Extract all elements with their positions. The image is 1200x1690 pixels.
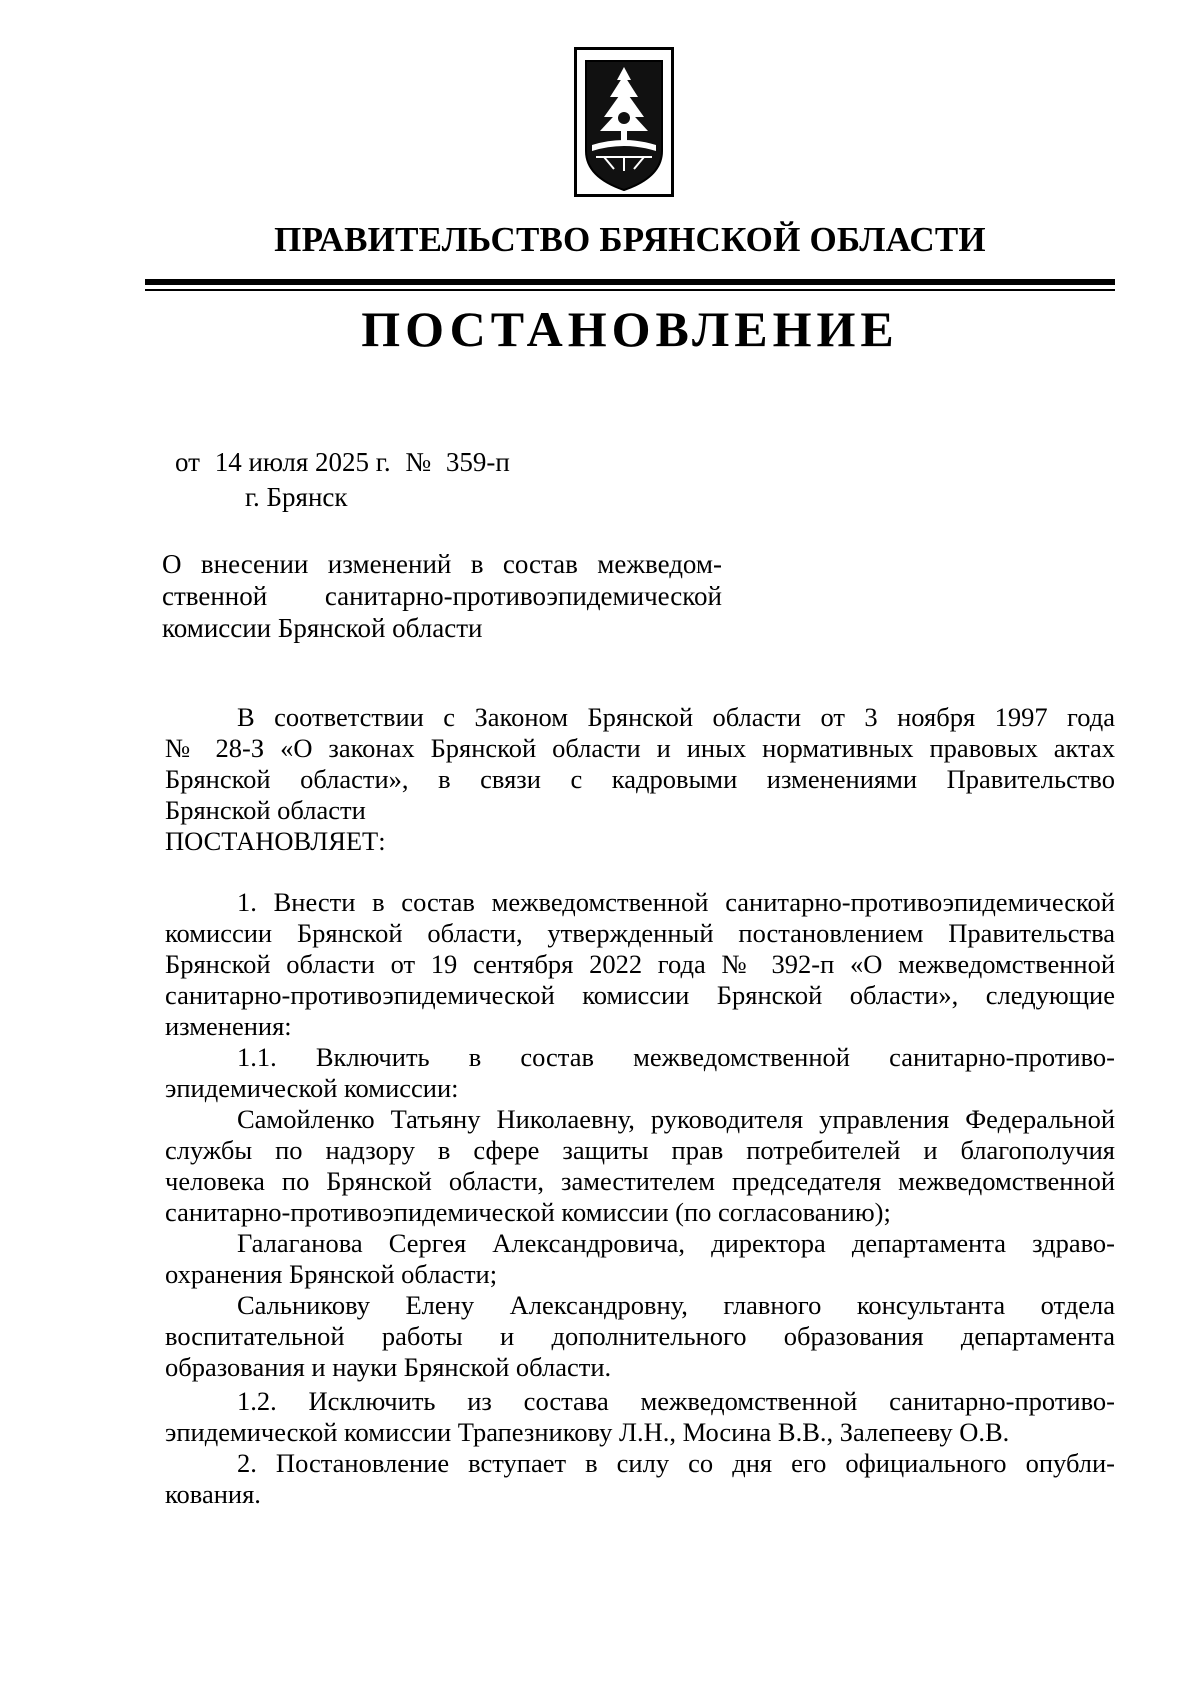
body-line: Галаганова Сергея Александровича, директора департамента здраво- <box>237 1228 1115 1258</box>
document-date-number <box>175 447 518 478</box>
body-line: № 28-З «О законах Брянской области и иных нормативных правовых актах <box>165 733 1115 763</box>
body-line: человека по Брянской области, заместителем председателя межведомственной <box>165 1166 1115 1196</box>
item-1-2-paragraph <box>165 1386 1115 1448</box>
body-line: изменения: <box>165 1011 292 1041</box>
body-line: Самойленко Татьяну Николаевну, руководителя управления Федеральной <box>237 1104 1115 1134</box>
person-2-paragraph <box>165 1228 1115 1290</box>
body-line: Брянской области <box>165 795 366 825</box>
body-line: эпидемической комиссии Трапезникову Л.Н., Мосина В.В., Залепееву О.В. <box>165 1417 1010 1447</box>
body-line: 1. Внести в состав межведомственной санитарно-противоэпидемической <box>237 887 1115 917</box>
body-line: 2. Постановление вступает в силу со дня его официального опубли- <box>237 1448 1115 1478</box>
number-sign: № <box>405 447 432 477</box>
document-type-title: ПОСТАНОВЛЕНИЕ <box>361 301 899 357</box>
organization-name: ПРАВИТЕЛЬСТВО БРЯНСКОЙ ОБЛАСТИ <box>274 220 986 259</box>
preamble-paragraph <box>165 702 1115 857</box>
body-line: Брянской области», в связи с кадровыми изменениями Правительство <box>165 764 1115 794</box>
item-1-1-paragraph <box>165 1042 1115 1104</box>
resolves-heading: ПОСТАНОВЛЯЕТ: <box>165 826 386 856</box>
body-line: 1.1. Включить в состав межведомственной санитарно-противо- <box>237 1042 1115 1072</box>
document-number: 359-п <box>445 447 510 477</box>
person-3-paragraph <box>165 1290 1115 1383</box>
body-line: кования. <box>165 1479 261 1509</box>
body-line: В соответствии с Законом Брянской области от 3 ноября 1997 года <box>237 702 1115 732</box>
document-date: 14 июля 2025 г. <box>214 447 391 477</box>
person-1-paragraph <box>165 1104 1115 1228</box>
body-line: санитарно-противоэпидемической комиссии Брянской области», следующие <box>165 980 1115 1010</box>
header-rule-thin <box>145 289 1115 291</box>
body-line: санитарно-противоэпидемической комиссии (по согласованию); <box>165 1197 891 1227</box>
body-line: Брянской области от 19 сентября 2022 года № 392-п «О межведомственной <box>165 949 1115 979</box>
body-line: эпидемической комиссии: <box>165 1073 459 1103</box>
document-body <box>165 702 1115 1510</box>
header-rule-thick <box>145 279 1115 285</box>
body-line: службы по надзору в сфере защиты прав потребителей и благополучия <box>165 1135 1115 1165</box>
coat-of-arms-icon <box>574 47 674 197</box>
document-subject <box>162 548 722 644</box>
body-line: охранения Брянской области; <box>165 1259 498 1289</box>
subject-line: О внесении изменений в состав межведом- <box>162 549 722 579</box>
item-1-paragraph <box>165 887 1115 1042</box>
document-city: г. Брянск <box>245 482 348 512</box>
item-2-paragraph <box>165 1448 1115 1510</box>
body-line: комиссии Брянской области, утвержденный постановлением Правительства <box>165 918 1115 948</box>
body-line: образования и науки Брянской области. <box>165 1352 612 1382</box>
subject-line: комиссии Брянской области <box>162 613 483 643</box>
body-line: 1.2. Исключить из состава межведомственной санитарно-противо- <box>237 1386 1115 1416</box>
date-prefix: от <box>175 447 200 477</box>
body-line: воспитательной работы и дополнительного образования департамента <box>165 1321 1115 1351</box>
subject-line: ственной санитарно-противоэпидемической <box>162 581 722 611</box>
body-line: Сальникову Елену Александровну, главного консультанта отдела <box>237 1290 1115 1320</box>
